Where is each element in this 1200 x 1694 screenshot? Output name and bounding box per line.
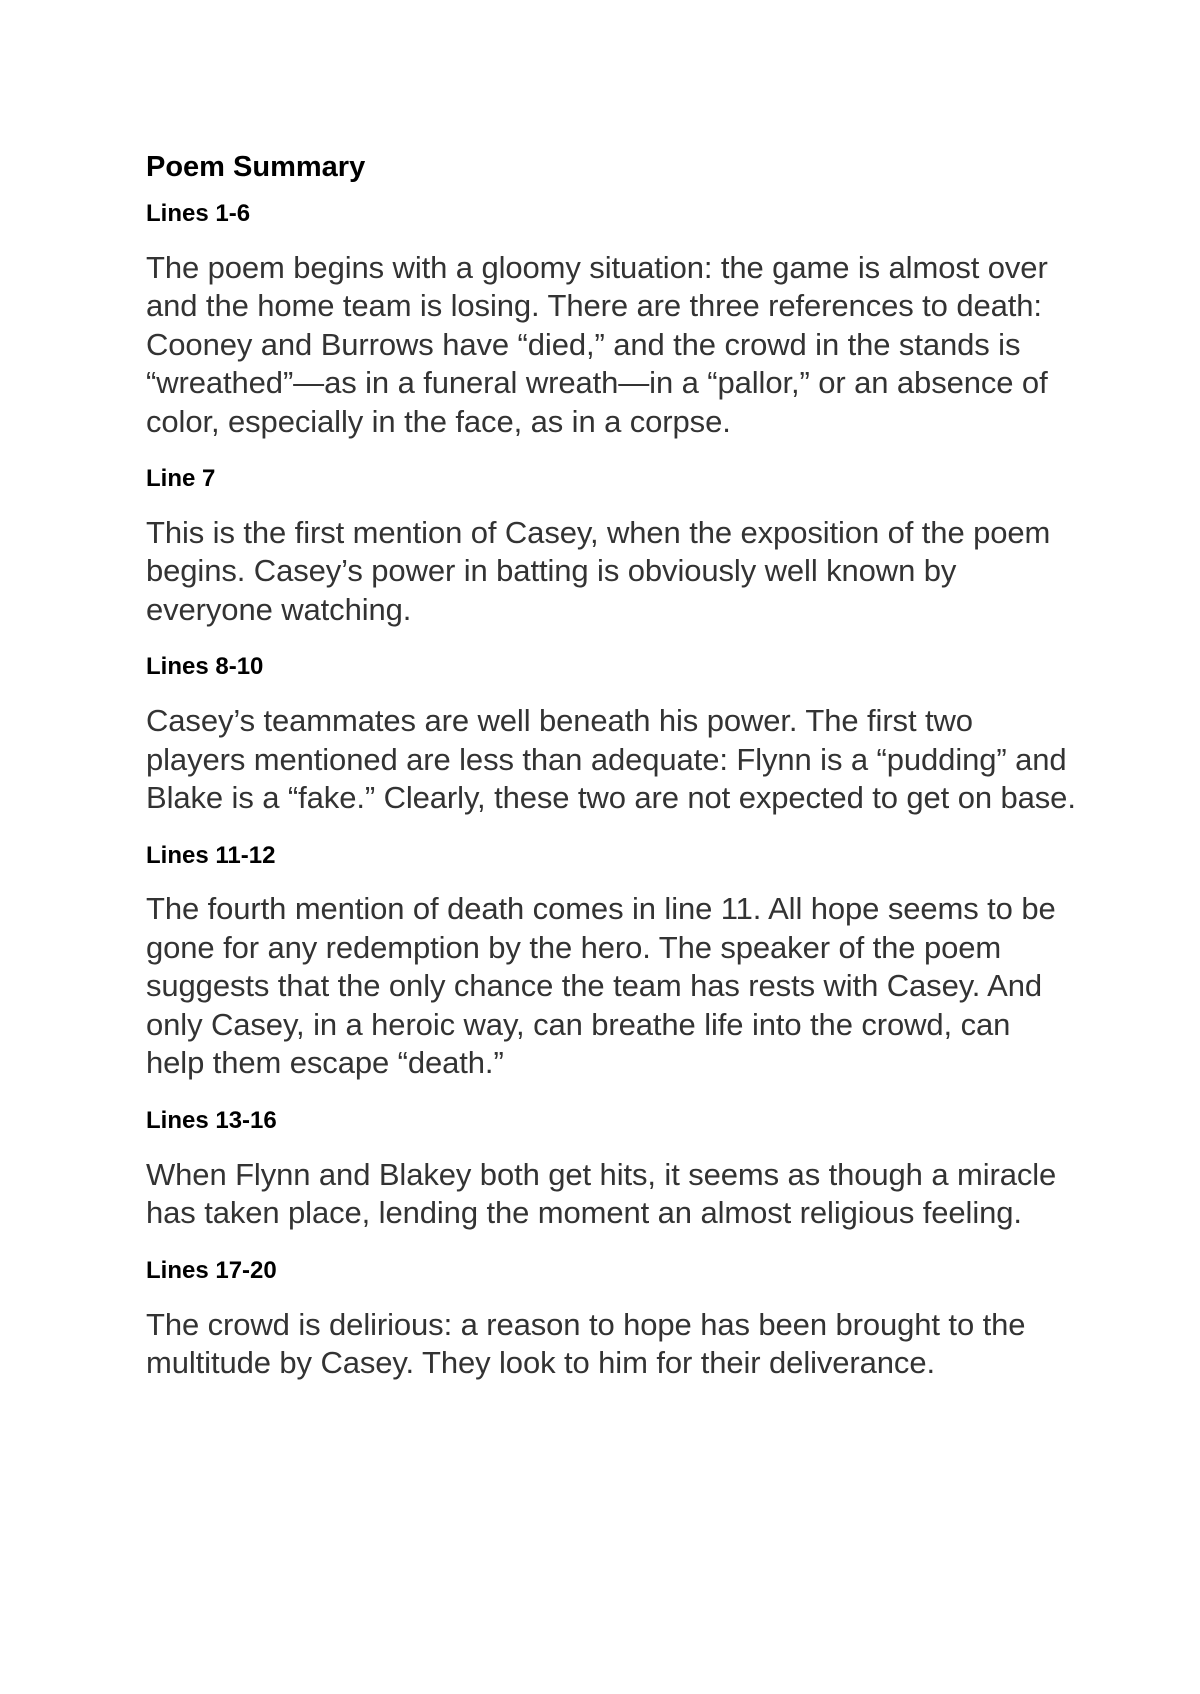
section-body: The fourth mention of death comes in line 11. All hope seems to be gone for any redemption by the hero. The speaker of the poem suggests that the only chance the team has rests with Casey. And only Casey, in a heroic way, can breathe life into the crowd, can help them escape “death.” (146, 891, 1056, 1081)
section-body: Casey’s teammates are well beneath his power. The first two players mentioned are less than adequate: Flynn is a “pudding” and Blake is a “fake.” Clearly, these two are not expected to get on base. (146, 703, 1076, 816)
section-heading: Line 7 (146, 465, 216, 493)
section-body: This is the first mention of Casey, when the exposition of the poem begins. Casey’s power in batting is obviously well known by everyone watching. (146, 514, 1051, 627)
section-heading: Lines 8-10 (146, 653, 264, 681)
section-body: When Flynn and Blakey both get hits, it seems as though a miracle has taken place, lending the moment an almost religious feeling. (146, 1156, 1057, 1231)
section-heading: Lines 17-20 (146, 1256, 277, 1284)
document-title: Poem Summary (146, 151, 366, 183)
section-lines-11-12 (146, 842, 1076, 1083)
section-body: The poem begins with a gloomy situation: the game is almost over and the home team is losing. There are three references to death: Cooney and Burrows have “died,” and the crowd in the stands is “wreathed”—as in a funeral wreath—in a “pallor,” or an absence of color, especially in the face, as in a corpse. (146, 249, 1048, 439)
section-lines-13-16 (146, 1107, 1076, 1233)
section-heading: Lines 1-6 (146, 199, 251, 227)
section-heading: Lines 13-16 (146, 1106, 277, 1134)
section-lines-1-6 (146, 200, 1076, 441)
document-page (146, 150, 1076, 1407)
section-lines-17-20 (146, 1257, 1076, 1383)
section-heading: Lines 11-12 (146, 841, 276, 869)
section-line-7 (146, 465, 1076, 629)
section-body: The crowd is delirious: a reason to hope has been brought to the multitude by Casey. They look to him for their deliverance. (146, 1306, 1026, 1381)
section-lines-8-10 (146, 653, 1076, 817)
